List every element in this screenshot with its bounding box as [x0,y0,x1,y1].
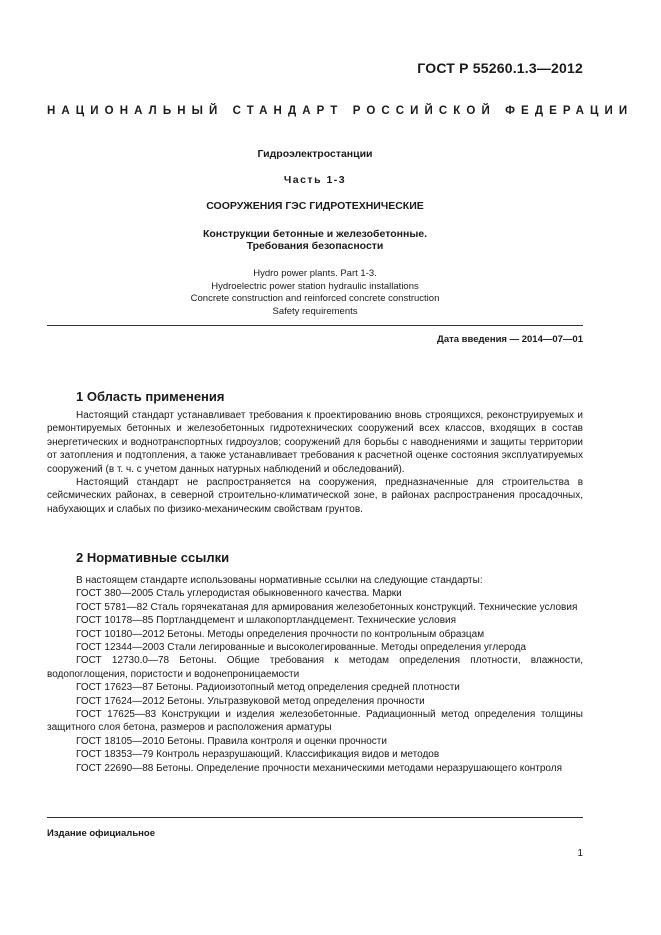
gost-code: ГОСТ Р 55260.1.3—2012 [417,60,583,76]
introduction-date: Дата введения — 2014—07—01 [437,334,583,345]
english-title [47,268,583,318]
section-references-body [47,574,583,775]
paragraph: Настоящий стандарт устанавливает требования к проектированию вновь строящихся, реконструируемых и ремонтируемых бетонных и железобетонных гидротехнических сооружений всех классов, входящих в состав энергетических и воднотранспортных гидроузлов; сооружений для борьбы с наводнениями и защиты территории от затопления и подтопления, а также устанавливает требования к расчетной оценке состояния эксплуатируемых сооружений (в т. ч. с учетом данных натурных наблюдений и обследований). [47,410,583,475]
english-title-line: Hydroelectric power station hydraulic installations [211,280,419,292]
official-edition-label: Издание официальное [47,828,155,839]
reference-item: ГОСТ 5781—82 Сталь горячекатаная для армирования железобетонных конструкций. Технические условия [76,601,578,613]
paragraph: Настоящий стандарт не распространяется на сооружения, предназначенные для строительства в сейсмических районах, в северной строительно-климатической зоне, в районах распространения просадочных, набухающих и слабых по физико-механическим свойствам грунтов. [47,477,583,515]
reference-item: ГОСТ 17625—83 Конструкции и изделия железобетонные. Радиационный метод определения толщины защитного слоя бетона, размеров и расположения арматуры [47,709,583,734]
footer-divider [47,817,583,818]
reference-item: ГОСТ 380—2005 Сталь углеродистая обыкновенного качества. Марки [76,588,402,600]
subtitle-line: Требования безопасности [246,240,384,252]
reference-item: ГОСТ 17623—87 Бетоны. Радиоизотопный метод определения средней плотности [76,682,460,694]
title-structures: СООРУЖЕНИЯ ГЭС ГИДРОТЕХНИЧЕСКИЕ [206,200,424,212]
reference-item: ГОСТ 12344—2003 Стали легированные и высоколегированные. Методы определения углерода [76,642,527,654]
title-main: Гидроэлектростанции [257,148,373,160]
reference-item: ГОСТ 10180—2012 Бетоны. Методы определения прочности по контрольным образцам [76,628,485,640]
section-heading-references: 2 Нормативные ссылки [76,550,230,565]
subtitle-line: Конструкции бетонные и железобетонные. [202,228,428,240]
national-standard-banner: НАЦИОНАЛЬНЫЙ СТАНДАРТ РОССИЙСКОЙ ФЕДЕРАЦИИ [47,105,634,117]
page-number: 1 [577,848,583,859]
reference-item: В настоящем стандарте использованы нормативные ссылки на следующие стандарты: [76,575,483,586]
section-scope-body [47,409,583,516]
reference-item: ГОСТ 12730.0—78 Бетоны. Общие требования к методам определения плотности, влажности, водопоглощения, пористости и водонепроницаемости [47,655,583,680]
reference-item: ГОСТ 10178—85 Портландцемент и шлакопортландцемент. Технические условия [76,615,457,627]
reference-item: ГОСТ 17624—2012 Бетоны. Ультразвуковой метод определения прочности [76,695,425,707]
reference-item: ГОСТ 18353—79 Контроль неразрушающий. Классификация видов и методов [76,749,440,761]
section-heading-scope: 1 Область применения [76,389,225,404]
title-subtitle [47,228,583,252]
english-title-line: Safety requirements [272,305,358,317]
reference-item: ГОСТ 22690—88 Бетоны. Определение прочности механическими методами неразрушающего контроля [76,762,563,774]
title-part: Часть 1-3 [283,174,347,186]
divider [47,325,583,326]
english-title-line: Concrete construction and reinforced concrete construction [190,293,440,304]
reference-item: ГОСТ 18105—2010 Бетоны. Правила контроля и оценки прочности [76,735,387,747]
english-title-line: Hydro power plants. Part 1-3. [253,268,377,279]
